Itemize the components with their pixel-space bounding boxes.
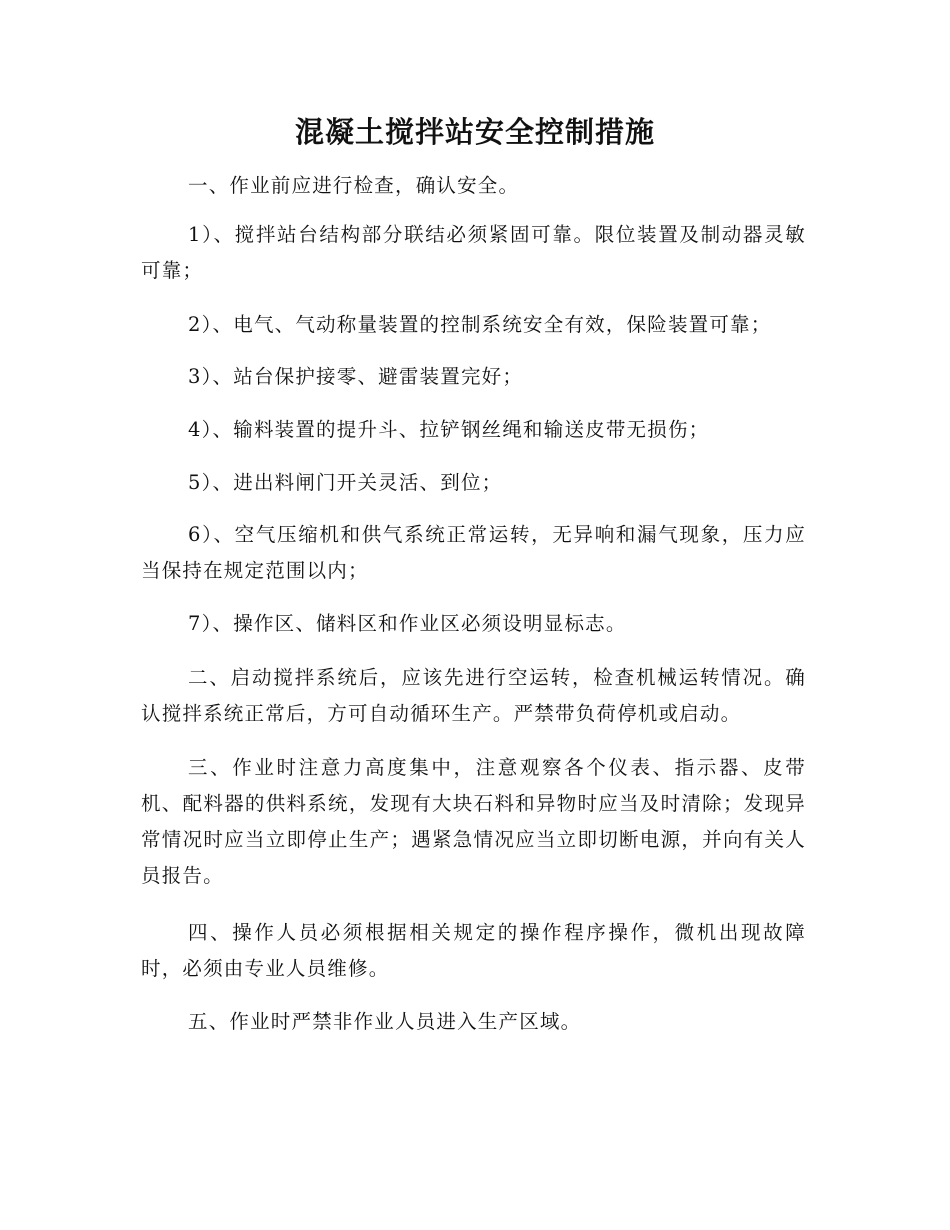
- paragraph-9: 二、启动搅拌系统后，应该先进行空运转，检查机械运转情况。确认搅拌系统正常后，方可自动循环生产。严禁带负荷停机或启动。: [141, 666, 806, 725]
- paragraph-1: 一、作业前应进行检查，确认安全。: [188, 174, 520, 197]
- paragraph-3: 2）、电气、气动称量装置的控制系统安全有效，保险装置可靠；: [188, 313, 772, 336]
- paragraph-7: 6）、空气压缩机和供气系统正常运转，无异响和漏气现象，压力应当保持在规定范围以内；: [141, 523, 806, 582]
- paragraph-2: 1）、搅拌站台结构部分联结必须紧固可靠。限位装置及制动器灵敏可靠；: [141, 223, 806, 282]
- paragraph-10: 三、作业时注意力高度集中，注意观察各个仪表、指示器、皮带机、配料器的供料系统，发现有大块石料和异物时应当及时清除；发现异常情况时应当立即停止生产；遇紧急情况应当立即切断电源，并向有关人员报告。: [141, 756, 806, 887]
- paragraph-12: 五、作业时严禁非作业人员进入生产区域。: [188, 1010, 582, 1033]
- document-title: 混凝土搅拌站安全控制措施: [294, 115, 655, 149]
- paragraph-11: 四、操作人员必须根据相关规定的操作程序操作，微机出现故障时，必须由专业人员维修。: [141, 921, 806, 980]
- paragraph-4: 3）、站台保护接零、避雷装置完好；: [188, 365, 524, 388]
- paragraph-5: 4）、输料装置的提升斗、拉铲钢丝绳和输送皮带无损伤；: [188, 418, 710, 441]
- paragraph-8: 7）、操作区、储料区和作业区必须设明显标志。: [188, 612, 627, 635]
- paragraph-6: 5）、进出料闸门开关灵活、到位；: [188, 471, 503, 494]
